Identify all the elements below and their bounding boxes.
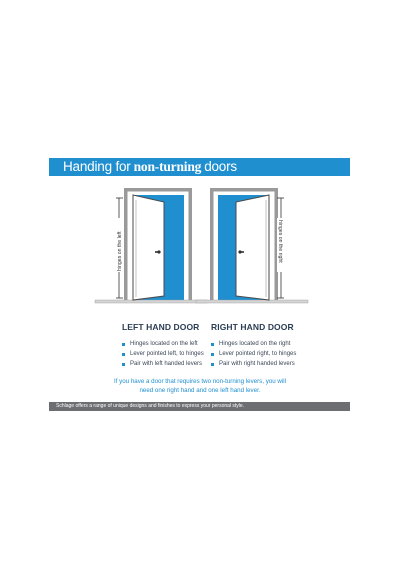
right-floor-line — [196, 300, 308, 303]
left-floor-line — [95, 300, 207, 303]
left-door-heading: LEFT HAND DOOR — [122, 322, 200, 332]
right-door-illustration — [196, 190, 308, 303]
list-item: Lever pointed right, to hinges — [211, 349, 341, 359]
list-item: Pair with left handed levers — [122, 359, 252, 369]
right-door-list — [211, 339, 341, 369]
list-item: Hinges located on the left — [122, 339, 252, 349]
footer-bar — [49, 402, 350, 411]
note-line-1: If you have a door that requires two non-turning levers, you will — [114, 378, 286, 385]
note-line-2: need one right hand and one left hand lever. — [139, 387, 261, 394]
left-door-leaf — [133, 195, 164, 300]
right-door-heading: RIGHT HAND DOOR — [211, 322, 294, 332]
left-hinge-label: hinges on the left — [117, 231, 123, 271]
list-item: Hinges located on the right — [211, 339, 341, 349]
right-door-leaf — [236, 195, 269, 300]
list-item: Pair with right handed levers — [211, 359, 341, 369]
title-suffix: doors — [204, 159, 237, 175]
title-emphasis: non-turning — [133, 159, 202, 175]
footer-text: Schlage offers a range of unique designs and finishes to express your personal style. — [56, 403, 245, 409]
pairing-note — [100, 377, 300, 395]
list-item: Lever pointed left, to hinges — [122, 349, 252, 359]
right-door-description — [211, 322, 341, 369]
right-hinge-label: hinges on the right — [277, 220, 283, 263]
title-prefix: Handing for — [63, 159, 131, 175]
left-door-illustration — [95, 190, 207, 303]
